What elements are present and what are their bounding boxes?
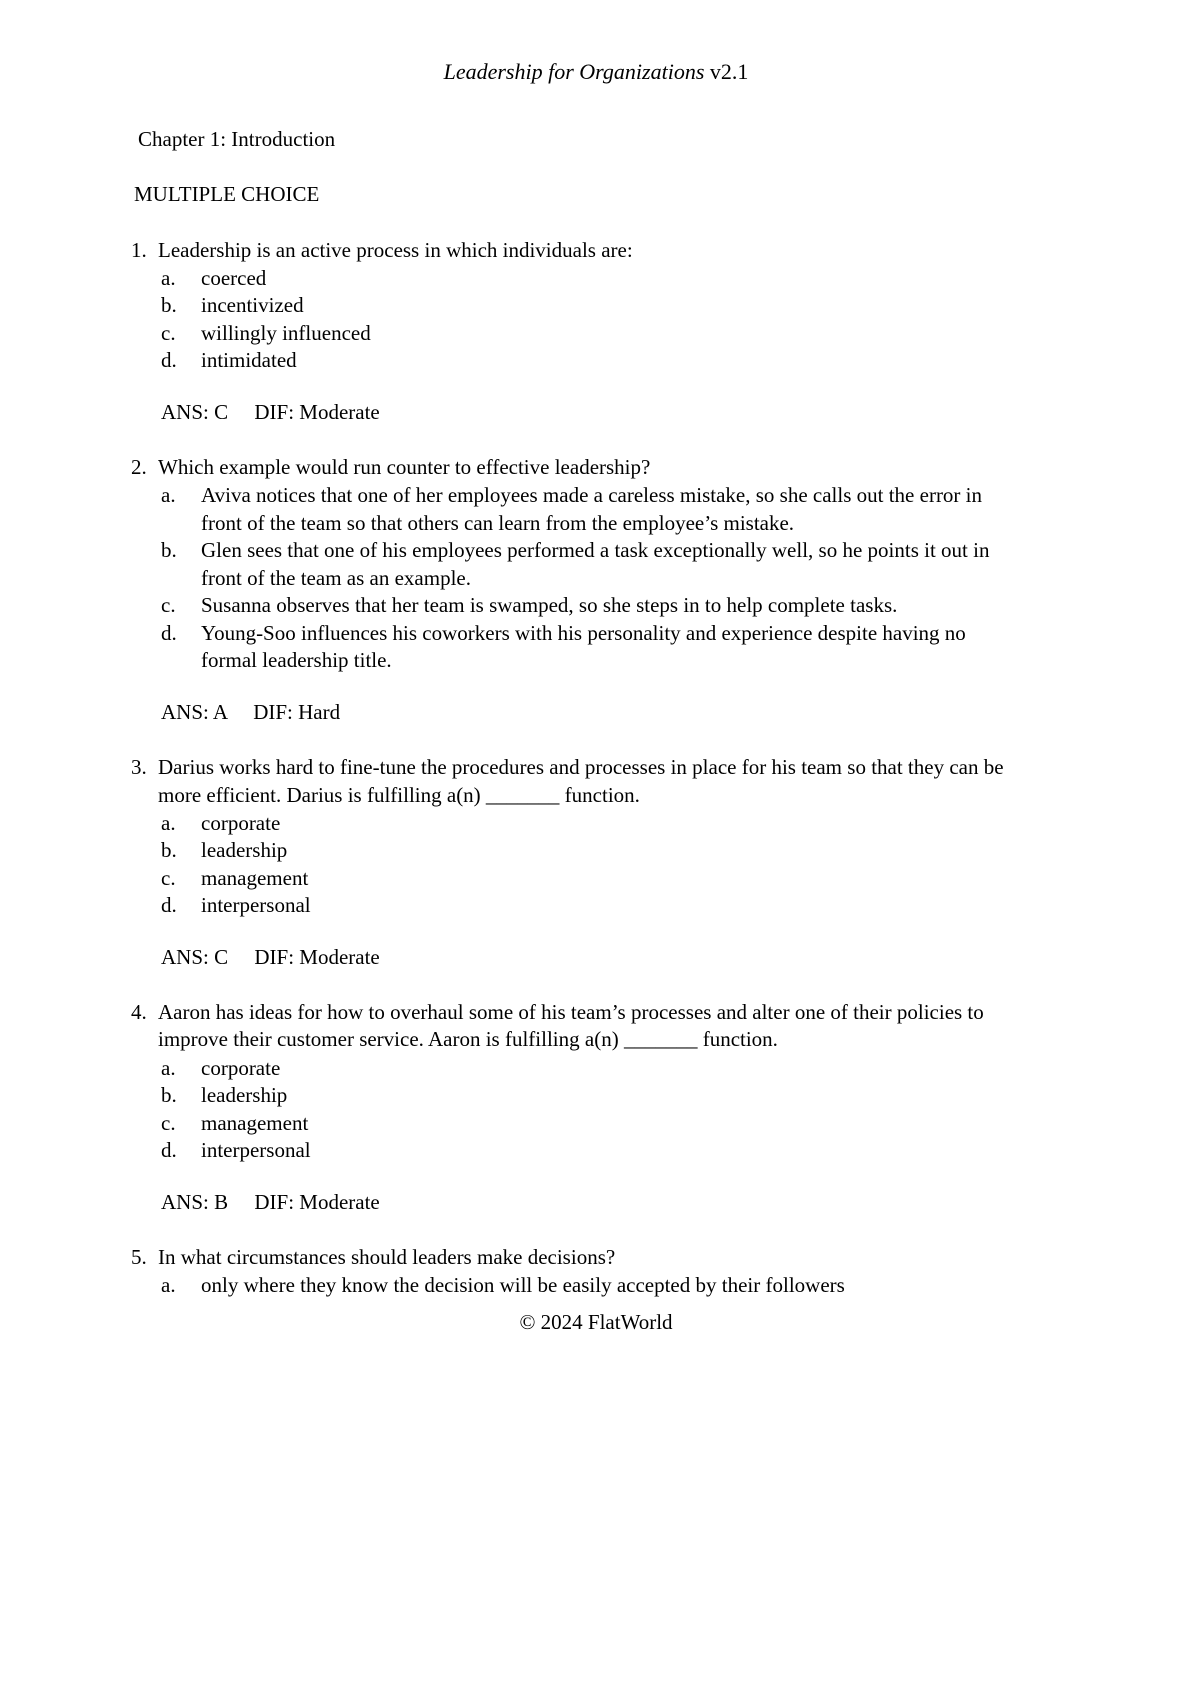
choice-option[interactable] <box>128 1055 1008 1083</box>
question-text: Leadership is an active process in which individuals are: <box>158 237 633 262</box>
choice-text: Young-Soo influences his coworkers with his personality and experience despite having no formal leadership title. <box>201 620 966 673</box>
chapter-title: Chapter 1: Introduction <box>138 127 336 151</box>
choice-option[interactable] <box>128 482 1008 537</box>
choice-text: corporate <box>201 1055 281 1080</box>
answer-key-line: ANS: C DIF: Moderate <box>161 944 380 969</box>
choice-list <box>128 1272 1008 1300</box>
choice-option[interactable] <box>128 837 1008 865</box>
choice-text: coerced <box>201 265 267 290</box>
choice-letter: c. <box>161 593 176 618</box>
choice-option[interactable] <box>128 1110 1008 1138</box>
answer-key-line: ANS: A DIF: Hard <box>161 699 341 724</box>
choice-letter: d. <box>161 893 177 918</box>
choice-text: Susanna observes that her team is swamped, so she steps in to help complete tasks. <box>201 593 898 618</box>
questions-list <box>128 237 1008 1300</box>
choice-option[interactable] <box>128 865 1008 893</box>
choice-text: management <box>201 865 309 890</box>
choice-letter: a. <box>161 265 176 290</box>
choice-text: Glen sees that one of his employees performed a task exceptionally well, so he points it out in front of the team as an example. <box>201 538 990 590</box>
choice-option[interactable] <box>128 537 1008 592</box>
answer-key-line: ANS: B DIF: Moderate <box>161 1189 380 1214</box>
question-number: 3. <box>131 755 147 780</box>
document-body <box>128 126 1008 1300</box>
choice-letter: b. <box>161 1083 177 1108</box>
choice-letter: d. <box>161 620 177 645</box>
question-number: 1. <box>131 237 147 262</box>
choice-text: leadership <box>201 1083 288 1108</box>
question-number: 2. <box>131 455 147 480</box>
choice-letter: a. <box>161 1055 176 1080</box>
question-block <box>128 754 1008 971</box>
choice-text: leadership <box>201 838 288 863</box>
page-header <box>0 58 1192 86</box>
choice-list <box>128 482 1008 675</box>
choice-text: interpersonal <box>201 1138 311 1163</box>
page-footer: © 2024 FlatWorld <box>519 1310 673 1334</box>
choice-letter: b. <box>161 293 177 318</box>
choice-letter: b. <box>161 838 177 863</box>
question-text: Which example would run counter to effective leadership? <box>158 455 651 480</box>
question-text: Aaron has ideas for how to overhaul some of his team’s processes and alter one of their policies to improve their customer service. Aaron is fulfilling a(n) _______ function. <box>158 1000 984 1052</box>
choice-text: only where they know the decision will be easily accepted by their followers <box>201 1273 845 1298</box>
choice-option[interactable] <box>128 1272 1008 1300</box>
choice-letter: a. <box>161 810 176 835</box>
choice-list <box>128 265 1008 375</box>
choice-text: incentivized <box>201 293 304 318</box>
choice-letter: d. <box>161 348 177 373</box>
choice-letter: c. <box>161 1110 176 1135</box>
choice-option[interactable] <box>128 265 1008 293</box>
question-text: In what circumstances should leaders make decisions? <box>158 1245 616 1270</box>
choice-list <box>128 810 1008 920</box>
question-stem-row <box>128 1244 1008 1271</box>
choice-option[interactable] <box>128 1137 1008 1165</box>
choice-letter: b. <box>161 538 177 563</box>
choice-option[interactable] <box>128 292 1008 320</box>
section-label: MULTIPLE CHOICE <box>134 182 320 207</box>
choice-option[interactable] <box>128 1082 1008 1110</box>
choice-letter: a. <box>161 1273 176 1298</box>
choice-letter: a. <box>161 483 176 508</box>
question-block <box>128 454 1008 726</box>
header-version: v2.1 <box>704 59 749 84</box>
choice-text: management <box>201 1110 309 1135</box>
choice-option[interactable] <box>128 810 1008 838</box>
question-text: Darius works hard to fine-tune the procedures and processes in place for his team so that they can be more efficient. Darius is fulfilling a(n) _______ function. <box>158 755 1004 807</box>
choice-letter: c. <box>161 865 176 890</box>
choice-text: intimidated <box>201 348 297 373</box>
header-title: Leadership for Organizations <box>443 59 705 84</box>
question-block <box>128 1244 1008 1300</box>
question-number: 5. <box>131 1245 147 1270</box>
choice-option[interactable] <box>128 592 1008 620</box>
choice-letter: d. <box>161 1138 177 1163</box>
question-stem-row <box>128 999 1008 1054</box>
answer-key-line: ANS: C DIF: Moderate <box>161 399 380 424</box>
choice-option[interactable] <box>128 320 1008 348</box>
choice-text: corporate <box>201 810 281 835</box>
choice-letter: c. <box>161 320 176 345</box>
question-number: 4. <box>131 1000 147 1025</box>
choice-text: Aviva notices that one of her employees made a careless mistake, so she calls out the error in front of the team so that others can learn from the employee’s mistake. <box>201 483 983 535</box>
choice-text: willingly influenced <box>201 320 371 345</box>
question-stem-row <box>128 237 1008 264</box>
question-stem-row <box>128 754 1008 809</box>
choice-text: interpersonal <box>201 893 311 918</box>
choice-option[interactable] <box>128 620 1008 675</box>
choice-option[interactable] <box>128 892 1008 920</box>
question-block <box>128 237 1008 427</box>
choice-list <box>128 1055 1008 1165</box>
question-stem-row <box>128 454 1008 481</box>
choice-option[interactable] <box>128 347 1008 375</box>
question-block <box>128 999 1008 1216</box>
